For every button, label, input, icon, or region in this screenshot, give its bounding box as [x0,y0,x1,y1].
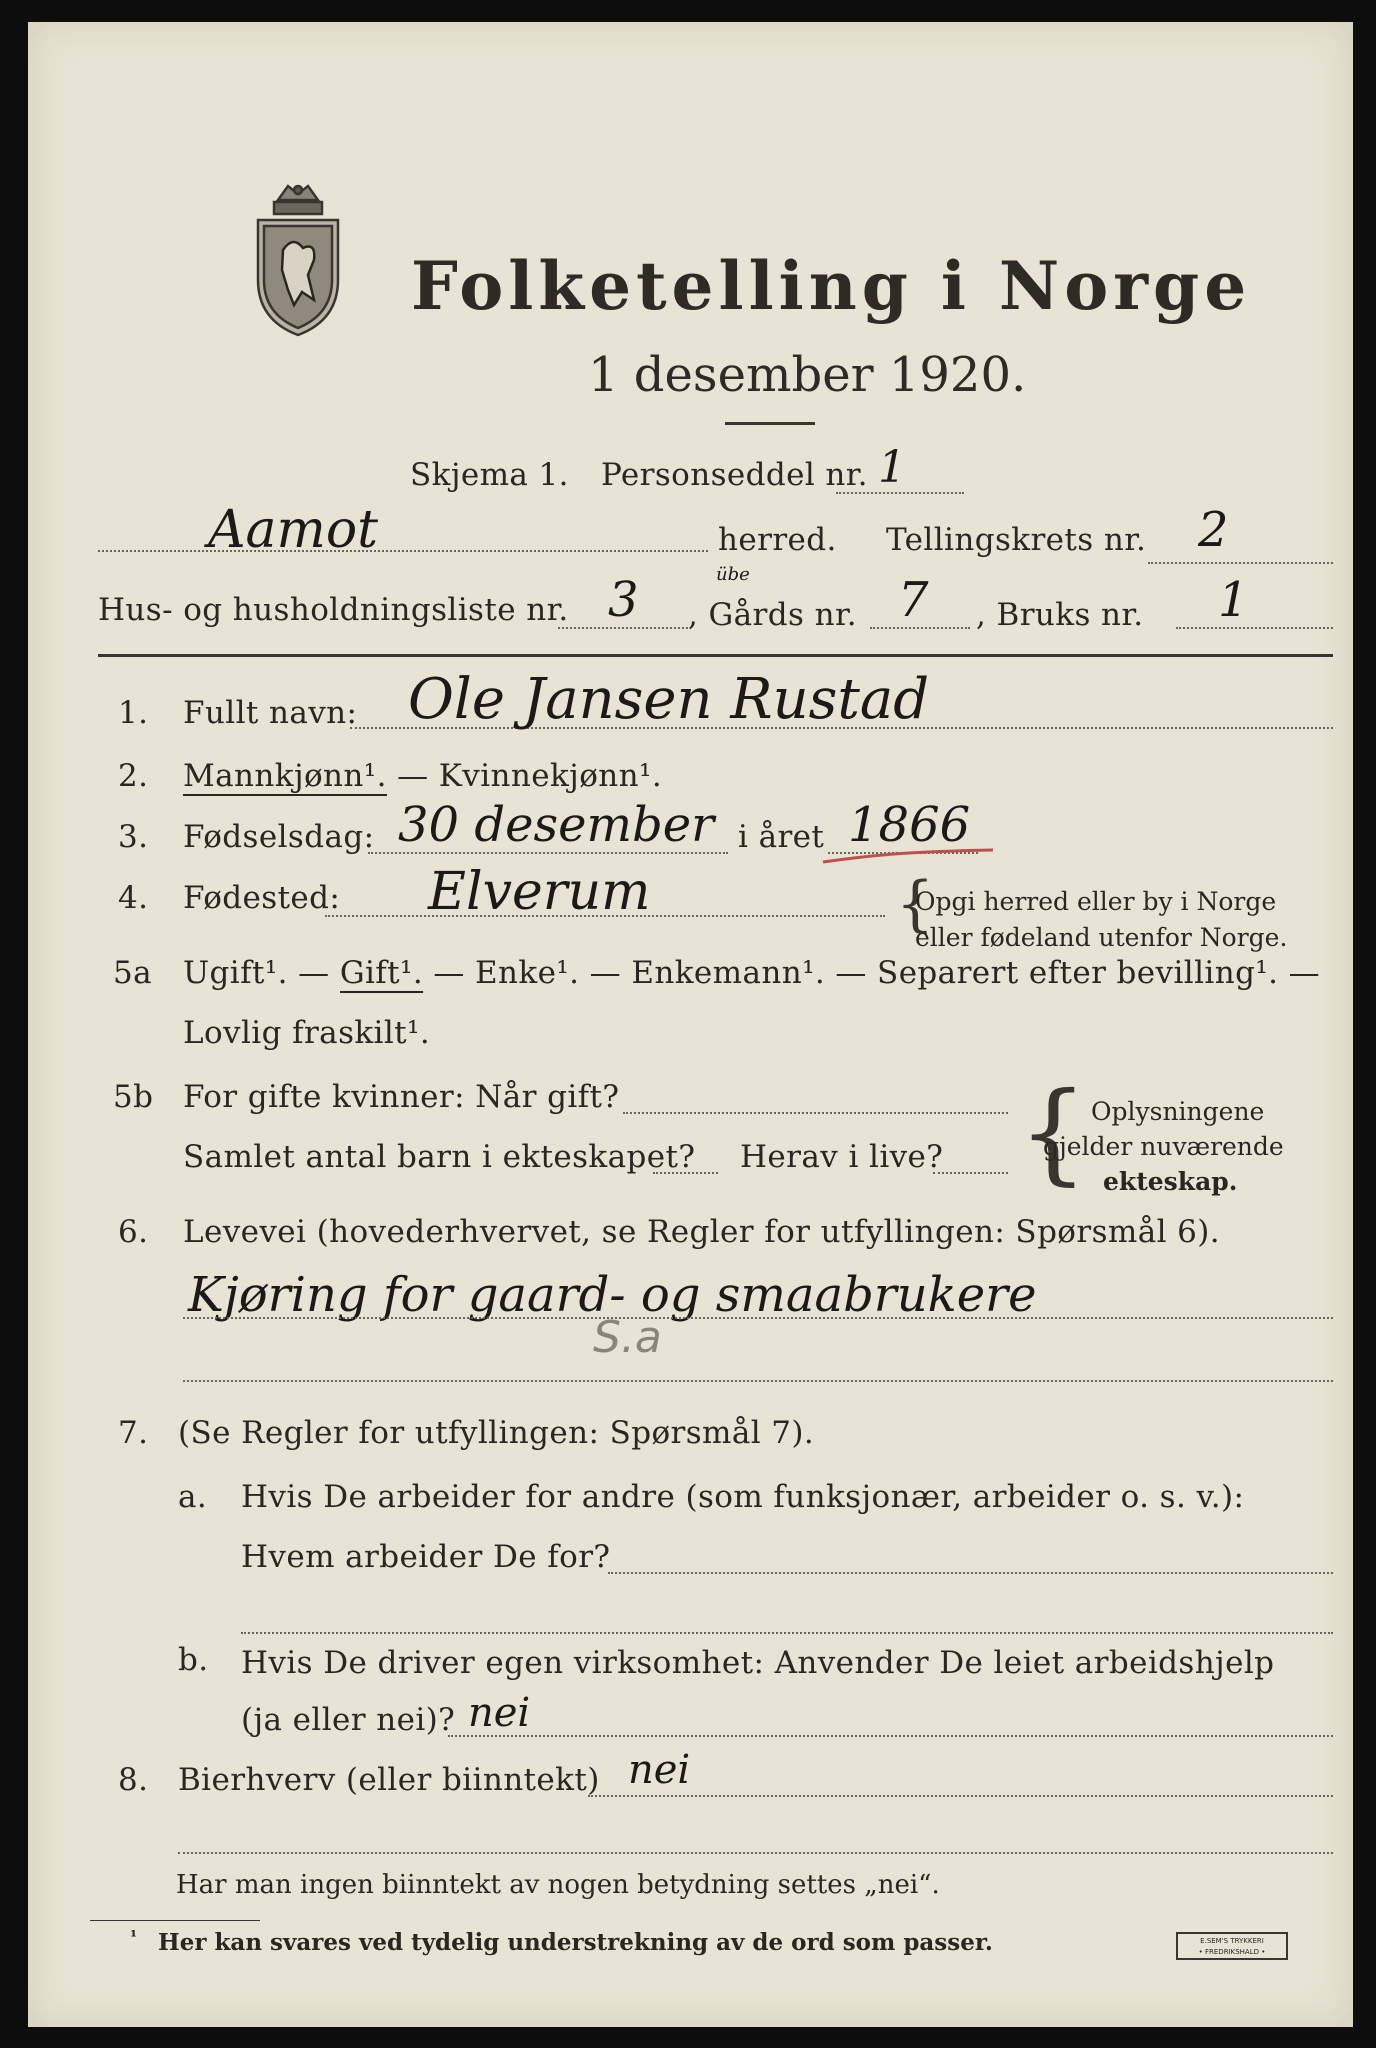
herred-value[interactable]: Aamot [208,500,379,560]
q6-number: 6. [118,1214,149,1250]
q3-number: 3. [118,819,149,855]
bruks-label: , Bruks nr. [976,597,1144,633]
red-pencil-mark [818,842,998,872]
hus-label: Hus- og husholdningsliste nr. [98,592,569,628]
q6-label: Levevei (hovederhvervet, se Regler for utfyllingen: Spørsmål 6). [183,1214,1221,1250]
q1-label: Fullt navn: [183,695,358,731]
q5b-note-line1: Oplysningene [1091,1097,1265,1126]
option-gift-selected[interactable]: Gift¹. [339,955,424,991]
form-title: Folketelling i Norge [411,247,1252,325]
gards-superscript: übe [716,564,750,585]
birthdate-value[interactable]: 30 desember [398,797,715,853]
option-ugift[interactable]: Ugift¹. — [183,955,340,991]
q7a-label: Hvis De arbeider for andre (som funksjonær, arbeider o. s. v.): [241,1479,1245,1515]
q4-number: 4. [118,880,149,916]
bruks-value[interactable]: 1 [1218,572,1249,628]
tellingskrets-label: Tellingskrets nr. [886,522,1147,558]
schema-label: Skjema 1. [410,457,569,493]
q8-line1 [588,1795,1333,1797]
q6-line1 [183,1317,1333,1319]
q5b-line [623,1112,1008,1114]
tellingskrets-value[interactable]: 2 [1198,502,1229,558]
q5a-number: 5a [113,955,153,991]
birthplace-value[interactable]: Elverum [428,862,651,922]
personseddel-label: Personseddel nr. [601,457,868,493]
q7a-number: a. [178,1479,208,1515]
q8-label: Bierhverv (eller biinntekt) [178,1762,600,1798]
q7b-question: (ja eller nei)? [241,1702,456,1738]
q7b-answer[interactable]: nei [468,1690,531,1736]
q5b-number: 5b [113,1079,154,1115]
option-lovlig-fraskilt[interactable]: Lovlig fraskilt¹. [183,1015,431,1051]
q4-note-line1: Opgi herred eller by i Norge [915,887,1277,916]
full-name-value[interactable]: Ole Jansen Rustad [408,667,930,732]
coat-of-arms-icon [248,180,348,340]
q4-note-line2: eller fødeland utenfor Norge. [915,923,1288,952]
title-divider [725,422,815,425]
footnote-text: Her kan svares ved tydelig understrekning av de ord som passer. [158,1929,993,1956]
q6-line2 [183,1380,1333,1382]
printer-city: • FREDRIKSHALD • [1198,1948,1266,1956]
q5b-note-line2-text: gjelder nuværende [1043,1132,1284,1161]
footnote-mark: ¹ [130,1927,138,1946]
q3-label: Fødselsdag: [183,819,375,855]
q5b-children-label: Samlet antal barn i ekteskapet? [183,1139,696,1175]
birthyear-value[interactable]: 1866 [848,797,971,853]
census-form [28,22,1353,2027]
q7b-label: Hvis De driver egen virksomhet: Anvender De leiet arbeidshjelp [241,1645,1275,1681]
option-mannkjonn-selected[interactable]: Mannkjønn¹. [183,758,387,794]
herred-line [98,550,708,552]
tellingskrets-line [1148,562,1333,564]
q7a-question: Hvem arbeider De for? [241,1539,611,1575]
income-note: Har man ingen biinntekt av nogen betydning settes „nei“. [176,1870,940,1900]
herred-label: herred. [718,522,837,558]
census-date: 1 desember 1920. [588,347,1027,403]
q8-answer[interactable]: nei [628,1747,691,1793]
bruks-line [1176,627,1333,629]
q7-label: (Se Regler for utfyllingen: Spørsmål 7). [178,1415,815,1451]
q8-line2 [178,1852,1333,1854]
q5b-alive-line [933,1172,1008,1174]
q7a-line1 [608,1572,1333,1574]
occupation-value[interactable]: Kjøring for gaard- og smaabrukere [188,1267,1037,1323]
q2-number: 2. [118,758,149,794]
q7a-line2 [241,1632,1333,1634]
q5b-alive-label: Herav i live? [740,1139,944,1175]
q7-number: 7. [118,1415,149,1451]
q5b-brace: { [1018,1068,1088,1196]
q4-label: Fødested: [183,880,341,916]
q7b-line [448,1735,1333,1737]
hus-value[interactable]: 3 [608,572,639,628]
printer-name: E.SEM'S TRYKKERI [1200,1937,1264,1945]
option-other-marital[interactable]: — Enke¹. — Enkemann¹. — Separert efter bevilling¹. — [423,955,1321,991]
q5b-note-line2 [1043,1132,1284,1161]
q5b-label: For gifte kvinner: Når gift? [183,1079,620,1115]
footnote-rule [90,1920,260,1921]
printer-stamp [1176,1932,1288,1960]
personseddel-value[interactable]: 1 [878,442,906,493]
q5a-options [183,955,1320,991]
q1-number: 1. [118,695,149,731]
gards-label: , Gårds nr. [688,597,858,633]
q5b-note-line3: ekteskap. [1103,1167,1238,1196]
q5b-children-line [653,1172,718,1174]
q2-options [183,758,662,794]
option-kvinnekjonn[interactable]: — Kvinnekjønn¹. [386,758,663,794]
header-rule [98,654,1333,657]
q7b-number: b. [178,1642,209,1678]
q3-year-label: i året [738,819,825,855]
pencil-annotation: S.a [593,1312,662,1363]
gards-value[interactable]: 7 [898,572,929,628]
q4-brace: { [896,869,935,939]
q8-number: 8. [118,1762,149,1798]
